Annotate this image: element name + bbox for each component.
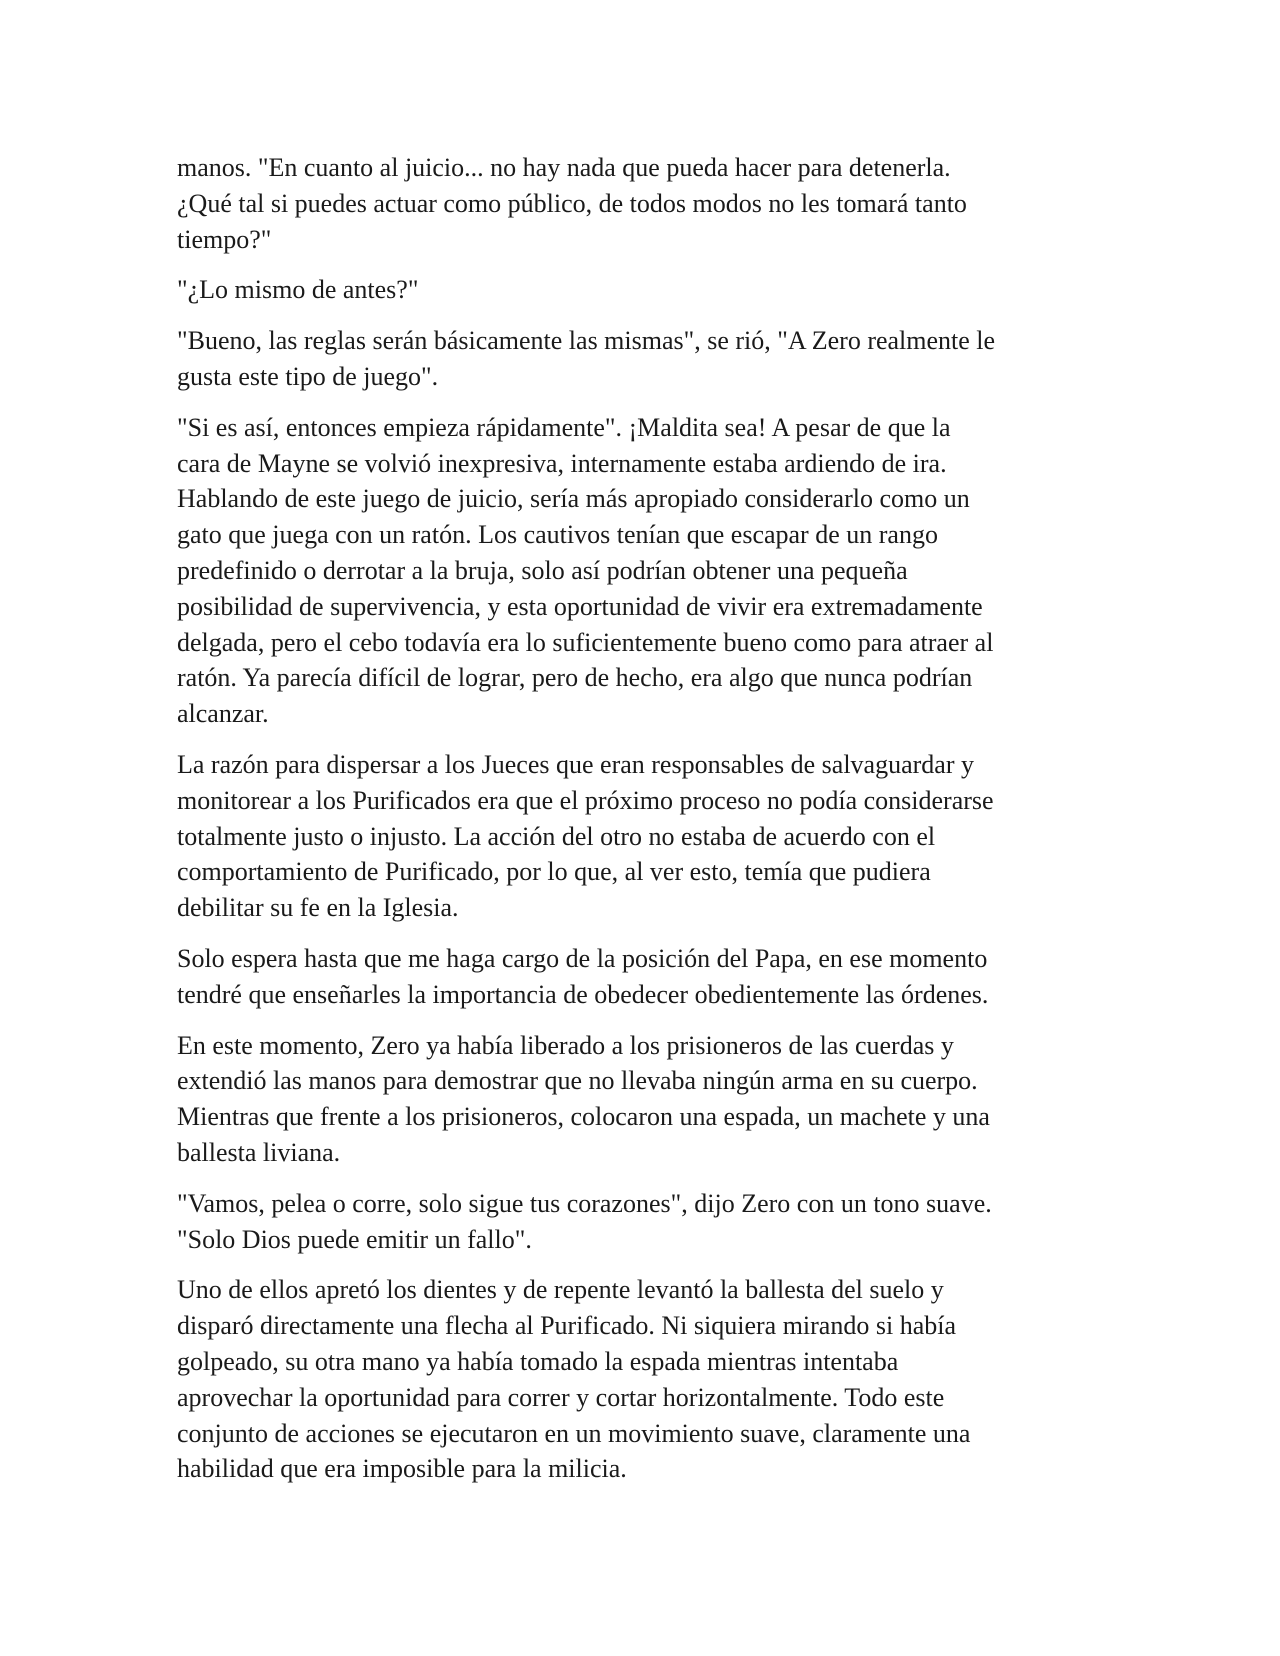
paragraph [177, 1186, 1107, 1258]
text-line: "Si es así, entonces empieza rápidamente". ¡Maldita sea! A pesar de que la [177, 412, 951, 442]
text-line: cara de Mayne se volvió inexpresiva, internamente estaba ardiendo de ira. [177, 448, 947, 478]
paragraph [177, 941, 1107, 1013]
text-line: tendré que enseñarles la importancia de obedecer obedientemente las órdenes. [177, 979, 989, 1009]
paragraph [177, 1028, 1107, 1171]
text-line: "Bueno, las reglas serán básicamente las mismas", se rió, "A Zero realmente le [177, 326, 996, 356]
text-line: tiempo?" [177, 224, 272, 254]
document-page [177, 150, 1107, 1502]
text-line: Uno de ellos apretó los dientes y de repente levantó la ballesta del suelo y [177, 1275, 944, 1305]
text-line: totalmente justo o injusto. La acción del otro no estaba de acuerdo con el [177, 821, 936, 851]
text-line: "Solo Dios puede emitir un fallo". [177, 1224, 532, 1254]
text-line: aprovechar la oportunidad para correr y cortar horizontalmente. Todo este [177, 1382, 945, 1412]
text-line: predefinido o derrotar a la bruja, solo así podrían obtener una pequeña [177, 555, 908, 585]
text-line: ratón. Ya parecía difícil de lograr, pero de hecho, era algo que nunca podrían [177, 663, 973, 693]
text-line: Solo espera hasta que me haga cargo de la posición del Papa, en ese momento [177, 943, 988, 973]
text-line: disparó directamente una flecha al Purificado. Ni siquiera mirando si había [177, 1311, 956, 1341]
text-line: "¿Lo mismo de antes?" [177, 275, 419, 305]
paragraph [177, 272, 1107, 308]
text-line: habilidad que era imposible para la milicia. [177, 1454, 627, 1484]
text-line: comportamiento de Purificado, por lo que, al ver esto, temía que pudiera [177, 857, 931, 887]
paragraph [177, 150, 1107, 257]
text-line: gusta este tipo de juego". [177, 361, 439, 391]
paragraph [177, 1272, 1107, 1487]
paragraph [177, 410, 1107, 732]
text-line: manos. "En cuanto al juicio... no hay nada que pueda hacer para detenerla. [177, 153, 951, 182]
text-line: conjunto de acciones se ejecutaron en un movimiento suave, claramente una [177, 1418, 971, 1448]
text-line: monitorear a los Purificados era que el próximo proceso no podía considerarse [177, 785, 994, 815]
text-line: ballesta liviana. [177, 1137, 341, 1167]
text-line: extendió las manos para demostrar que no llevaba ningún arma en su cuerpo. [177, 1066, 978, 1096]
paragraph [177, 323, 1107, 395]
text-line: En este momento, Zero ya había liberado a los prisioneros de las cuerdas y [177, 1030, 954, 1060]
text-line: delgada, pero el cebo todavía era lo suficientemente bueno como para atraer al [177, 627, 994, 657]
text-line: Hablando de este juego de juicio, sería más apropiado considerarlo como un [177, 484, 970, 514]
text-line: gato que juega con un ratón. Los cautivos tenían que escapar de un rango [177, 520, 938, 550]
text-line: "Vamos, pelea o corre, solo sigue tus corazones", dijo Zero con un tono suave. [177, 1188, 992, 1218]
paragraph [177, 747, 1107, 926]
text-line: Mientras que frente a los prisioneros, colocaron una espada, un machete y una [177, 1102, 990, 1132]
text-line: ¿Qué tal si puedes actuar como público, de todos modos no les tomará tanto [177, 188, 967, 218]
text-line: La razón para dispersar a los Jueces que eran responsables de salvaguardar y [177, 749, 974, 779]
text-line: posibilidad de supervivencia, y esta oportunidad de vivir era extremadamente [177, 591, 983, 621]
text-line: golpeado, su otra mano ya había tomado la espada mientras intentaba [177, 1346, 899, 1376]
text-line: alcanzar. [177, 699, 269, 729]
text-line: debilitar su fe en la Iglesia. [177, 893, 459, 923]
